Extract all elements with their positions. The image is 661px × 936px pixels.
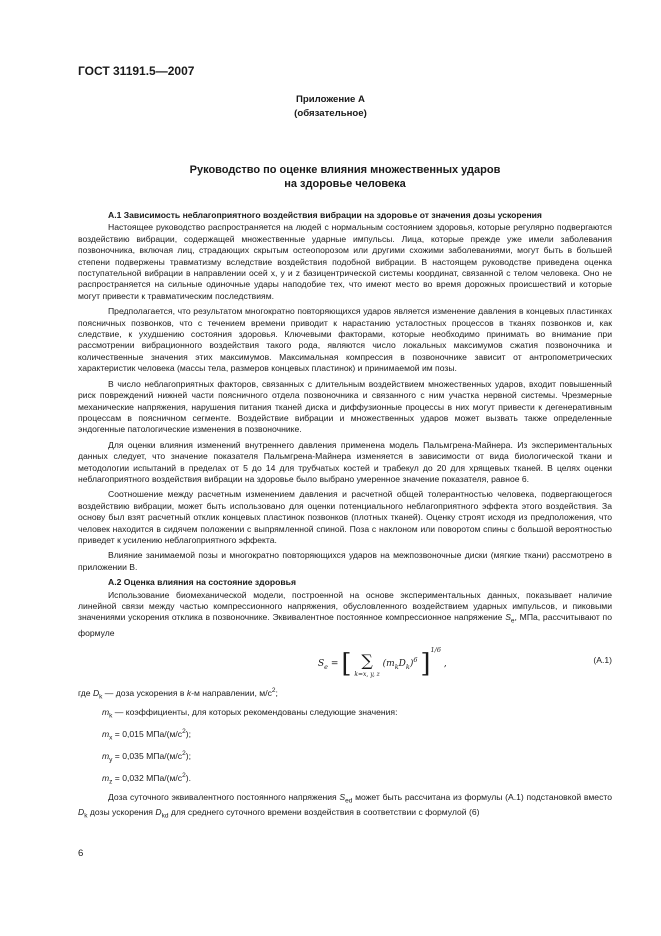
page-number: 6 <box>78 848 84 859</box>
section-a1-paragraph-1: Настоящее руководство распространяется на людей с нормальным состоянием здоровья, которые регулярно подвергаются воздействию вибрации, содержащей множественные ударные импульсы. Лица, которые прежде уже имели заболевания позвоночника, включая лиц, страдающих скрытым остеопорозом или другими схожими заболеваниями, могут быть в большей степени подвержены травматизму вследствие воздействия подобной вибрации. В настоящем руководстве приведена оценка поступательной вибрации в направлении осей x, y и z базицентрической системы координат, связанной с телом человека. Оно не распространяется на сильные одиночные удары наподобие тех, что имеют место во время дорожных происшествий и которые могут привести к травматическим последствиям. <box>78 222 612 301</box>
section-a1-paragraph-3: В число неблагоприятных факторов, связанных с длительным воздействием множественных ударов, входит повышенный риск повреждений нижней части поясничного отдела позвоночника и связанного с ним участка нервной системы. Чрезмерные механические напряжения, нарушения питания тканей диска и диффузионные процессы в них могут привести к дегенеративным процессам в поясничном сегменте. Воздействие вибрации и множественных ударов может вызвать также определенные эндогенные патологические изменения в позвоночнике. <box>78 378 612 435</box>
formula-number: (А.1) <box>593 654 612 665</box>
section-a1-heading: А.1 Зависимость неблагоприятного воздействия вибрации на здоровье от значения дозы ускорения <box>108 210 542 220</box>
definition-d: где $D_k$ — доза ускорения в k-м направлении, $м/с^2$; <box>78 686 278 701</box>
definition-m: $m_k$ — коэффициенты, для которых рекомендованы следующие значения: <box>102 706 398 720</box>
section-a1-paragraph-6: Влияние занимаемой позы и многократно повторяющихся ударов на межпозвоночные диски (мягкие ткани) рассмотрено в приложении В. <box>78 550 612 572</box>
section-a2-paragraph-1: Использование биомеханической модели, построенной на основе экспериментальных данных, показывает наличие линейной связи между частью компрессионного напряжения, обусловленного воздействием ударных импульсов, и пиковыми значениями ускорения отклика в позвоночнике. Эквивалентное постоянное компрессионное напряжение $S_e$, МПа, рассчитывают по формуле <box>78 589 612 638</box>
section-a1-paragraph-5: Соотношение между расчетным изменением давления и расчетной общей толерантностью человека, подвергающегося воздействию вибрации, может быть использовано для оценки потенциального неблагоприятного эффекта этого воздействия. За основу был взят расчетный отклик концевых пластинок позвонков (плотных тканей). Оценку строят исходя из предположения, что человек находится в сидячем положении с выпрямленной спиной. Поза с наклоном или поворотом спины с большой вероятностью приведет к усилению неблагоприятного эффекта. <box>78 489 612 545</box>
section-a2-paragraph-2: Доза суточного эквивалентного постоянного напряжения $S_{ed}$ может быть рассчитана из формулы (А.1) подстановкой вместо $D_k$ дозы ускорения $D_{kd}$ для среднего суточного времени воздействия в соответствии с формулой (6) <box>78 792 612 820</box>
main-title-line1: Руководство по оценке влияния множественных ударов <box>189 164 501 176</box>
formula-expression: $S_e$ = [ ∑ k=x, y, z $(m_kD_k)^6$ ]$^{1/6}$ , <box>318 645 447 679</box>
formula-a1 <box>78 643 612 681</box>
coefficient-mz: $m_z = 0,032$ МПа/$(м/с^2)$. <box>102 772 191 786</box>
coefficient-mx: $m_x = 0,015$ МПа/$(м/с^2)$; <box>102 728 191 742</box>
annex-title: Приложение А <box>296 94 365 105</box>
section-a2-heading: А.2 Оценка влияния на состояние здоровья <box>108 577 296 588</box>
section-a1-paragraph-4: Для оценки влияния изменений внутреннего давления применена модель Пальмгрена-Майнера. Из экспериментальных данных следует, что значение показателя Пальмгрена-Майнера изменяется в зависимости от вида биологической ткани и методологии испытаний в пределах от 5 до 14 для трубчатых костей и трабекул до 20 для хрящевых тканей. В целях оценки неблагоприятного воздействия вибрации на здоровье было выбрано умеренное значение показателя, равное 6. <box>78 439 612 484</box>
section-a1-paragraph-2: Предполагается, что результатом многократно повторяющихся ударов является изменение давления в концевых пластинках поясничных позвонков, что с течением времени приводит к нарастанию усталостных процессов в тканях позвонков и, как следствие, к ухудшению состояния здоровья. Ключевыми факторами, которые необходимо принимать во внимание при рассмотрении вибрационного воздействия такого рода, являются число локальных максимумов сжатия позвоночника и количественные значения этих максимумов. Максимальная компрессия в позвоночнике зависит от антропометрических характеристик человека (массы тела, размеров концевых пластинок) и принимаемой им позы. <box>78 306 612 374</box>
body-text <box>78 210 612 826</box>
coefficient-my: $m_y = 0,035$ МПа/$(м/с^2)$; <box>102 750 191 764</box>
main-title-line2: на здоровье человека <box>284 178 406 190</box>
standard-header: ГОСТ 31191.5—2007 <box>78 64 195 78</box>
annex-note: (обязательное) <box>294 108 367 119</box>
